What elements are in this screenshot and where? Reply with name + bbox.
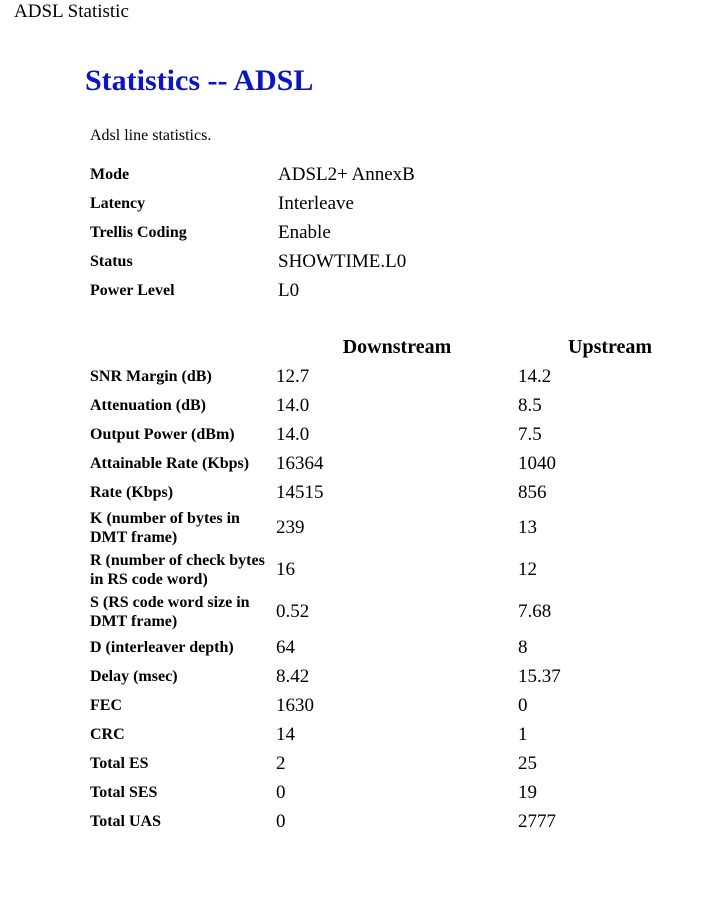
downstream-header: Downstream — [342, 335, 452, 358]
stats-label: Total UAS — [90, 813, 161, 830]
upstream-value: 19 — [518, 781, 537, 803]
stats-row — [88, 662, 708, 691]
downstream-value: 14.0 — [276, 423, 310, 445]
info-label: Trellis Coding — [90, 223, 187, 241]
downstream-value: 0.52 — [276, 601, 310, 622]
stats-row — [88, 720, 708, 749]
downstream-value: 64 — [276, 636, 295, 658]
upstream-value: 15.37 — [518, 665, 561, 687]
stats-label: Attenuation (dB) — [90, 397, 207, 414]
stats-label: FEC — [90, 697, 122, 714]
upstream-value: 2777 — [518, 810, 556, 832]
downstream-value: 0 — [276, 810, 286, 832]
stats-row — [88, 807, 708, 836]
info-value: SHOWTIME.L0 — [278, 250, 407, 272]
stats-label: Output Power (dBm) — [90, 426, 235, 443]
downstream-value: 16364 — [276, 452, 324, 474]
downstream-value: 14 — [276, 723, 295, 745]
stats-row — [88, 420, 708, 449]
window-title: ADSL Statistic — [14, 1, 129, 22]
stats-header-row — [88, 332, 708, 362]
downstream-value: 14.0 — [276, 394, 310, 416]
stats-row — [88, 749, 708, 778]
stats-label: D (interleaver depth) — [90, 639, 234, 656]
upstream-value: 7.68 — [518, 601, 552, 622]
downstream-value: 16 — [276, 559, 295, 580]
stats-label: Total SES — [90, 784, 158, 801]
info-row-power-level — [88, 276, 415, 305]
info-label: Power Level — [90, 281, 175, 299]
upstream-value: 0 — [518, 694, 528, 716]
stats-row — [88, 478, 708, 507]
stats-row — [88, 633, 708, 662]
downstream-value: 14515 — [276, 481, 324, 503]
info-row-mode — [88, 160, 415, 189]
upstream-header: Upstream — [568, 335, 653, 358]
info-value: Enable — [278, 221, 331, 243]
line-info-table — [88, 160, 415, 305]
line-stats-table — [88, 332, 708, 836]
upstream-value: 8.5 — [518, 394, 542, 416]
stats-label: Attainable Rate (Kbps) — [90, 455, 250, 472]
stats-label: Rate (Kbps) — [90, 484, 174, 501]
stats-row — [88, 591, 708, 633]
upstream-value: 12 — [518, 559, 537, 580]
info-row-status — [88, 247, 415, 276]
downstream-value: 12.7 — [276, 365, 310, 387]
stats-label: Total ES — [90, 755, 149, 772]
stats-label: S (RS code word size in DMT frame) — [90, 594, 250, 630]
info-value: L0 — [278, 279, 300, 301]
downstream-value: 239 — [276, 517, 305, 538]
stats-label: CRC — [90, 726, 125, 743]
upstream-value: 25 — [518, 752, 537, 774]
info-row-trellis-coding — [88, 218, 415, 247]
stats-row — [88, 362, 708, 391]
info-row-latency — [88, 189, 415, 218]
stats-label: SNR Margin (dB) — [90, 368, 212, 385]
downstream-value: 8.42 — [276, 665, 310, 687]
upstream-value: 8 — [518, 636, 528, 658]
stats-row — [88, 778, 708, 807]
upstream-value: 1 — [518, 723, 528, 745]
stats-row — [88, 507, 708, 549]
upstream-value: 14.2 — [518, 365, 552, 387]
upstream-value: 1040 — [518, 452, 556, 474]
stats-row — [88, 691, 708, 720]
info-label: Mode — [90, 165, 130, 183]
stats-header-blank — [88, 332, 276, 362]
downstream-value: 2 — [276, 752, 286, 774]
info-value: Interleave — [278, 192, 354, 214]
stats-label: K (number of bytes in DMT frame) — [90, 510, 240, 546]
upstream-value: 7.5 — [518, 423, 542, 445]
page-title: Statistics -- ADSL — [85, 64, 314, 97]
upstream-value: 856 — [518, 481, 547, 503]
stats-label: Delay (msec) — [90, 668, 178, 685]
downstream-value: 0 — [276, 781, 286, 803]
info-label: Latency — [90, 194, 146, 212]
stats-label: R (number of check bytes in RS code word) — [90, 552, 265, 588]
info-label: Status — [90, 252, 133, 270]
page-description: Adsl line statistics. — [90, 127, 212, 144]
upstream-value: 13 — [518, 517, 537, 538]
downstream-value: 1630 — [276, 694, 314, 716]
info-value: ADSL2+ AnnexB — [278, 163, 415, 185]
stats-row — [88, 391, 708, 420]
stats-row — [88, 549, 708, 591]
stats-row — [88, 449, 708, 478]
